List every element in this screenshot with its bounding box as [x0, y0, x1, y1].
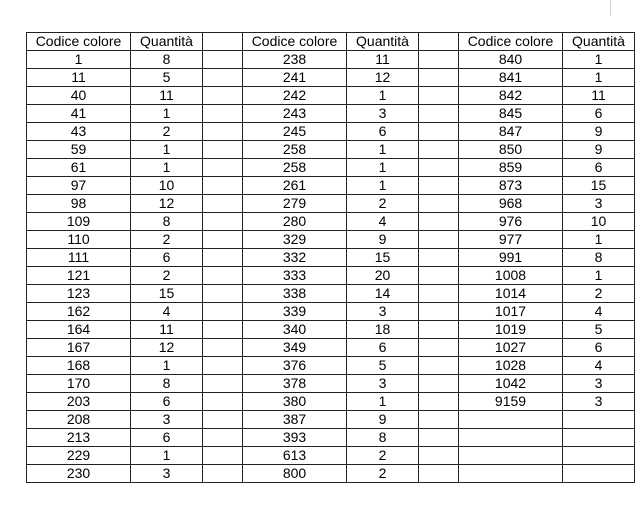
code-cell-2: 279	[243, 195, 347, 213]
quantity-cell-1: 2	[131, 231, 203, 249]
code-cell-1: 97	[27, 177, 131, 195]
code-cell-3: 850	[459, 141, 563, 159]
table-row	[27, 375, 635, 393]
spacer-cell	[203, 339, 243, 357]
code-cell-1: 168	[27, 357, 131, 375]
code-cell-3: 1027	[459, 339, 563, 357]
quantity-cell-2: 9	[347, 231, 419, 249]
code-cell-1: 229	[27, 447, 131, 465]
code-cell-2: 258	[243, 159, 347, 177]
quantity-cell-2: 1	[347, 141, 419, 159]
quantity-cell-3: 1	[563, 51, 635, 69]
spacer-cell	[203, 321, 243, 339]
quantity-cell-1: 1	[131, 105, 203, 123]
code-cell-3: 1017	[459, 303, 563, 321]
table-row	[27, 465, 635, 483]
code-cell-1: 1	[27, 51, 131, 69]
quantity-cell-3: 1	[563, 231, 635, 249]
quantity-cell-2: 1	[347, 87, 419, 105]
code-cell-2: 333	[243, 267, 347, 285]
code-cell-2: 349	[243, 339, 347, 357]
code-cell-1: 123	[27, 285, 131, 303]
quantity-cell-2: 1	[347, 159, 419, 177]
table-row	[27, 393, 635, 411]
quantity-cell-2: 1	[347, 177, 419, 195]
spacer-cell	[203, 429, 243, 447]
code-cell-2: 243	[243, 105, 347, 123]
code-cell-2: 387	[243, 411, 347, 429]
code-cell-1: 111	[27, 249, 131, 267]
code-cell-2: 613	[243, 447, 347, 465]
spacer-cell	[203, 51, 243, 69]
table-row	[27, 195, 635, 213]
quantity-cell-3: 4	[563, 357, 635, 375]
table-row	[27, 429, 635, 447]
quantity-cell-1: 3	[131, 465, 203, 483]
quantity-cell-3: 11	[563, 87, 635, 105]
quantity-cell-1: 6	[131, 249, 203, 267]
table-row	[27, 87, 635, 105]
code-cell-1: 121	[27, 267, 131, 285]
quantity-cell-1: 1	[131, 447, 203, 465]
code-cell-2: 280	[243, 213, 347, 231]
header-row	[27, 33, 635, 51]
code-cell-2: 261	[243, 177, 347, 195]
quantity-cell-3	[563, 465, 635, 483]
spacer-cell	[419, 339, 459, 357]
spacer-cell	[203, 141, 243, 159]
quantity-cell-2: 6	[347, 123, 419, 141]
spacer-cell	[419, 69, 459, 87]
spacer-cell	[203, 249, 243, 267]
spacer-cell	[203, 303, 243, 321]
code-cell-2: 332	[243, 249, 347, 267]
quantity-cell-1: 1	[131, 141, 203, 159]
table-row	[27, 159, 635, 177]
table-row	[27, 303, 635, 321]
quantity-cell-1: 12	[131, 339, 203, 357]
spacer-cell	[203, 447, 243, 465]
table-row	[27, 123, 635, 141]
code-cell-3: 859	[459, 159, 563, 177]
quantity-cell-1: 2	[131, 267, 203, 285]
code-cell-1: 162	[27, 303, 131, 321]
quantity-cell-1: 3	[131, 411, 203, 429]
spacer-cell	[419, 33, 459, 51]
spacer-cell	[203, 465, 243, 483]
quantity-cell-1: 6	[131, 393, 203, 411]
code-cell-3: 1042	[459, 375, 563, 393]
spacer-cell	[419, 177, 459, 195]
quantity-cell-1: 12	[131, 195, 203, 213]
code-cell-2: 380	[243, 393, 347, 411]
quantity-cell-3	[563, 429, 635, 447]
code-cell-2: 393	[243, 429, 347, 447]
code-cell-3: 1008	[459, 267, 563, 285]
quantity-cell-2: 5	[347, 357, 419, 375]
quantity-cell-1: 1	[131, 159, 203, 177]
spacer-cell	[419, 357, 459, 375]
spacer-cell	[419, 123, 459, 141]
spacer-cell	[203, 87, 243, 105]
header-qty-2: Quantità	[347, 33, 419, 51]
code-cell-1: 213	[27, 429, 131, 447]
quantity-cell-3: 2	[563, 285, 635, 303]
table-row	[27, 357, 635, 375]
code-cell-3: 841	[459, 69, 563, 87]
spacer-cell	[203, 69, 243, 87]
code-cell-3: 873	[459, 177, 563, 195]
code-cell-2: 241	[243, 69, 347, 87]
table-row	[27, 411, 635, 429]
spacer-cell	[203, 411, 243, 429]
code-cell-3: 1014	[459, 285, 563, 303]
code-cell-3: 9159	[459, 393, 563, 411]
spacer-cell	[203, 105, 243, 123]
header-qty-1: Quantità	[131, 33, 203, 51]
spacer-cell	[203, 267, 243, 285]
table-row	[27, 339, 635, 357]
spacer-cell	[419, 393, 459, 411]
quantity-cell-1: 1	[131, 357, 203, 375]
code-cell-3: 968	[459, 195, 563, 213]
table-row	[27, 141, 635, 159]
spacer-cell	[419, 87, 459, 105]
spacer-cell	[203, 285, 243, 303]
spacer-cell	[419, 267, 459, 285]
code-cell-3: 1019	[459, 321, 563, 339]
quantity-cell-3: 4	[563, 303, 635, 321]
spacer-cell	[419, 231, 459, 249]
table-row	[27, 285, 635, 303]
color-quantity-table	[26, 32, 635, 483]
code-cell-1: 43	[27, 123, 131, 141]
quantity-cell-1: 2	[131, 123, 203, 141]
quantity-cell-3: 3	[563, 195, 635, 213]
code-cell-1: 208	[27, 411, 131, 429]
code-cell-1: 203	[27, 393, 131, 411]
spacer-cell	[419, 105, 459, 123]
quantity-cell-2: 8	[347, 429, 419, 447]
quantity-cell-2: 11	[347, 51, 419, 69]
quantity-cell-2: 14	[347, 285, 419, 303]
code-cell-2: 338	[243, 285, 347, 303]
code-cell-1: 110	[27, 231, 131, 249]
code-cell-1: 164	[27, 321, 131, 339]
quantity-cell-1: 11	[131, 87, 203, 105]
quantity-cell-2: 6	[347, 339, 419, 357]
spacer-cell	[203, 213, 243, 231]
code-cell-1: 230	[27, 465, 131, 483]
quantity-cell-2: 9	[347, 411, 419, 429]
quantity-cell-2: 1	[347, 393, 419, 411]
spacer-cell	[203, 123, 243, 141]
spacer-cell	[203, 195, 243, 213]
code-cell-2: 378	[243, 375, 347, 393]
code-cell-3: 842	[459, 87, 563, 105]
code-cell-2: 376	[243, 357, 347, 375]
spacer-cell	[203, 393, 243, 411]
code-cell-2: 339	[243, 303, 347, 321]
code-cell-3: 1028	[459, 357, 563, 375]
spacer-cell	[419, 411, 459, 429]
spacer-cell	[419, 447, 459, 465]
spacer-cell	[419, 159, 459, 177]
quantity-cell-1: 15	[131, 285, 203, 303]
quantity-cell-1: 11	[131, 321, 203, 339]
code-cell-2: 258	[243, 141, 347, 159]
code-cell-3	[459, 447, 563, 465]
quantity-cell-2: 15	[347, 249, 419, 267]
table-row	[27, 105, 635, 123]
spacer-cell	[203, 177, 243, 195]
quantity-cell-3: 3	[563, 393, 635, 411]
quantity-cell-2: 2	[347, 447, 419, 465]
quantity-cell-2: 2	[347, 195, 419, 213]
code-cell-2: 245	[243, 123, 347, 141]
code-cell-3	[459, 429, 563, 447]
quantity-cell-2: 3	[347, 303, 419, 321]
quantity-cell-3: 8	[563, 249, 635, 267]
quantity-cell-2: 4	[347, 213, 419, 231]
spacer-cell	[203, 159, 243, 177]
spacer-cell	[419, 51, 459, 69]
quantity-cell-3: 9	[563, 123, 635, 141]
quantity-cell-3: 9	[563, 141, 635, 159]
code-cell-2: 238	[243, 51, 347, 69]
code-cell-3: 845	[459, 105, 563, 123]
code-cell-2: 800	[243, 465, 347, 483]
spacer-cell	[419, 249, 459, 267]
spacer-cell	[419, 375, 459, 393]
header-qty-3: Quantità	[563, 33, 635, 51]
code-cell-1: 167	[27, 339, 131, 357]
quantity-cell-3: 5	[563, 321, 635, 339]
quantity-cell-3: 6	[563, 159, 635, 177]
spacer-cell	[203, 33, 243, 51]
spacer-cell	[419, 213, 459, 231]
quantity-cell-3: 6	[563, 339, 635, 357]
quantity-cell-2: 12	[347, 69, 419, 87]
quantity-cell-1: 10	[131, 177, 203, 195]
quantity-cell-2: 18	[347, 321, 419, 339]
quantity-cell-1: 8	[131, 51, 203, 69]
table-row	[27, 177, 635, 195]
quantity-cell-3: 10	[563, 213, 635, 231]
spacer-cell	[419, 303, 459, 321]
quantity-cell-3: 15	[563, 177, 635, 195]
table-row	[27, 267, 635, 285]
code-cell-1: 98	[27, 195, 131, 213]
quantity-cell-3	[563, 411, 635, 429]
table-body	[27, 51, 635, 483]
quantity-cell-1: 4	[131, 303, 203, 321]
code-cell-2: 242	[243, 87, 347, 105]
quantity-cell-1: 8	[131, 213, 203, 231]
spacer-cell	[203, 357, 243, 375]
quantity-cell-3: 6	[563, 105, 635, 123]
code-cell-1: 40	[27, 87, 131, 105]
header-code-2: Codice colore	[243, 33, 347, 51]
code-cell-1: 41	[27, 105, 131, 123]
code-cell-3	[459, 465, 563, 483]
quantity-cell-2: 3	[347, 105, 419, 123]
spacer-cell	[419, 465, 459, 483]
table-row	[27, 249, 635, 267]
code-cell-1: 170	[27, 375, 131, 393]
header-code-1: Codice colore	[27, 33, 131, 51]
quantity-cell-1: 5	[131, 69, 203, 87]
code-cell-2: 329	[243, 231, 347, 249]
code-cell-3: 840	[459, 51, 563, 69]
spacer-cell	[419, 195, 459, 213]
table-row	[27, 231, 635, 249]
quantity-cell-3: 3	[563, 375, 635, 393]
spacer-cell	[419, 285, 459, 303]
spacer-cell	[419, 321, 459, 339]
page-edge-line	[610, 0, 611, 16]
code-cell-1: 11	[27, 69, 131, 87]
code-cell-3	[459, 411, 563, 429]
code-cell-2: 340	[243, 321, 347, 339]
table-row	[27, 447, 635, 465]
spacer-cell	[203, 375, 243, 393]
quantity-cell-1: 6	[131, 429, 203, 447]
code-cell-3: 847	[459, 123, 563, 141]
code-cell-1: 61	[27, 159, 131, 177]
table-row	[27, 213, 635, 231]
spacer-cell	[203, 231, 243, 249]
table-row	[27, 321, 635, 339]
quantity-cell-2: 3	[347, 375, 419, 393]
quantity-cell-3	[563, 447, 635, 465]
quantity-cell-2: 2	[347, 465, 419, 483]
quantity-cell-3: 1	[563, 267, 635, 285]
spacer-cell	[419, 429, 459, 447]
quantity-cell-1: 8	[131, 375, 203, 393]
code-cell-1: 59	[27, 141, 131, 159]
quantity-cell-2: 20	[347, 267, 419, 285]
code-cell-1: 109	[27, 213, 131, 231]
code-cell-3: 977	[459, 231, 563, 249]
code-cell-3: 991	[459, 249, 563, 267]
spacer-cell	[419, 141, 459, 159]
table-row	[27, 69, 635, 87]
code-cell-3: 976	[459, 213, 563, 231]
quantity-cell-3: 1	[563, 69, 635, 87]
header-code-3: Codice colore	[459, 33, 563, 51]
table-row	[27, 51, 635, 69]
